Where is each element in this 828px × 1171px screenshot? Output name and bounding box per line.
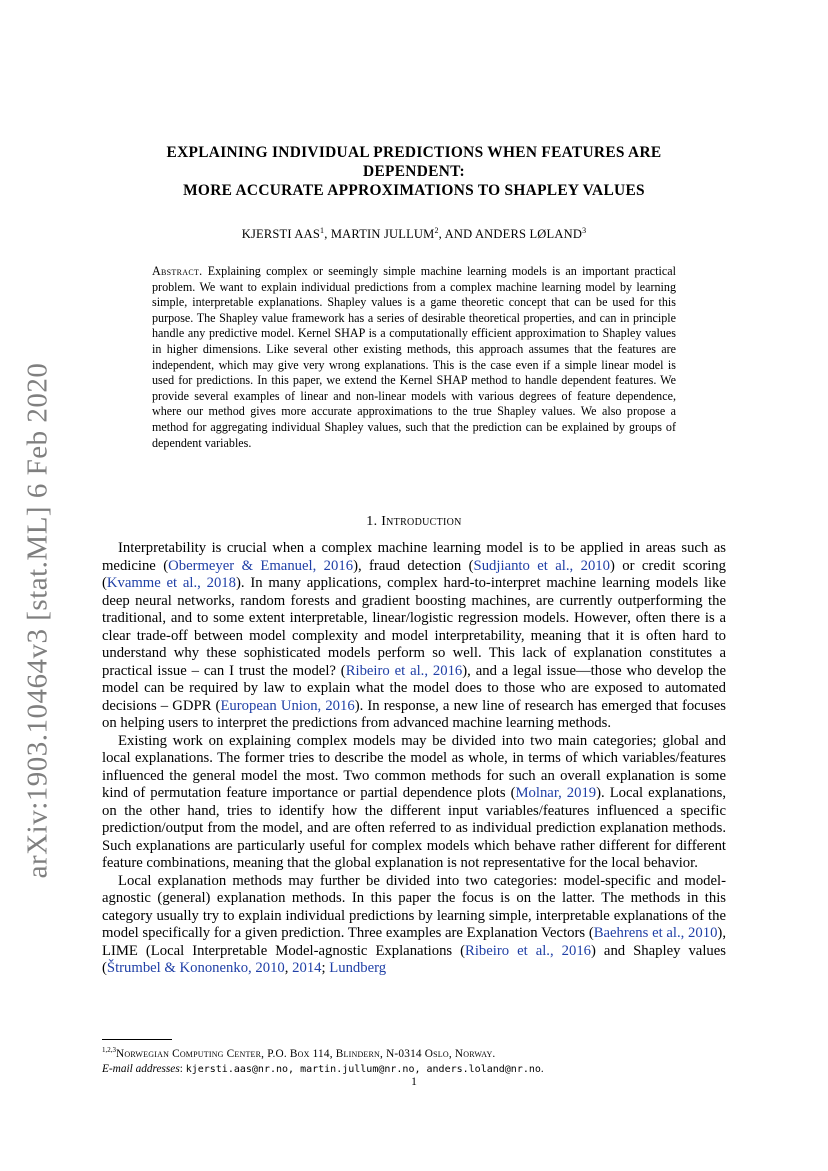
p1-text-6: ). In response, a new line of research has emerged that focuses on helping users to interpret the predictions from advanced machine learning methods. [102, 697, 726, 731]
footnote-email-separator: : [179, 1062, 186, 1075]
p1-text-5: ), and a legal issue—those who develop the model can be required by law to explain what the model does to those who are exposed to automated decisions – GDPR ( [102, 662, 726, 714]
citation-link[interactable]: Ribeiro et al., 2016 [345, 662, 463, 679]
citation-link[interactable]: Molnar, 2019 [515, 785, 597, 801]
citation-link[interactable]: Kvamme et al., 2018 [106, 575, 236, 591]
p1-text-4: ). In many applications, complex hard-to-interpret machine learning models like deep neural networks, random forests and gradient boosting machines, are currently outperforming the traditional, and to some extent interpretable, linear/logistic regression models. However, often there is a clear trade-off between model complexity and model interpretability, meaning that it is often hard to understand why these sophisticated models perform so well. This lack of explanation constitutes a practical issue – can I trust the model? ( [102, 575, 726, 679]
author-2-name: MARTIN JULLUM [330, 227, 435, 242]
p2-text-1: Existing work on explaining complex models may be divided into two main categories; global and local explanations. The former tries to describe the model as whole, in terms of which variables/features influenced the general model the most. Two common methods for such an overall explanation is some kind of permutation feature importance or partial dependence plots ( [102, 732, 726, 801]
author-separator-1: , [324, 227, 331, 242]
p3-text-4: , [284, 960, 293, 976]
footnote-mark: 1,2,3 [102, 1046, 116, 1054]
citation-link[interactable]: European Union, 2016 [220, 697, 355, 714]
citation-link[interactable]: Lundberg [329, 960, 387, 976]
citation-link[interactable]: Štrumbel & Kononenko, 2010 [106, 960, 285, 976]
footnote [102, 1043, 726, 1077]
paragraph-3 [102, 873, 726, 978]
abstract [152, 264, 676, 451]
citation-link[interactable]: 2014 [292, 960, 322, 976]
abstract-label: Abstract. [152, 264, 203, 278]
p2-text-2: ). Local explanations, on the other hand, tries to identify how the different input variables/features influenced a specific prediction/output from the model, and are often referred to as individual prediction explanation methods. Such explanations are particularly useful for complex models which behave rather different for different feature combinations, meaning that the global explanation is not representative for the local behavior. [102, 785, 727, 871]
paragraph-1 [102, 540, 726, 733]
author-list [100, 226, 728, 242]
p3-text-5: ; [321, 960, 330, 976]
footnote-emails: kjersti.aas@nr.no, martin.jullum@nr.no, anders.loland@nr.no [185, 1063, 541, 1075]
p1-text-3: ) or credit scoring ( [102, 557, 726, 591]
citation-link[interactable]: Ribeiro et al., 2016 [465, 942, 592, 959]
p1-text-2: ), fraud detection ( [353, 557, 474, 574]
p3-text-3: ) and Shapley values ( [102, 942, 726, 976]
footnote-email-line [102, 1062, 726, 1077]
author-1-name: KJERSTI AAS [241, 227, 320, 242]
footnote-email-end: . [540, 1062, 544, 1075]
citation-link[interactable]: Baehrens et al., 2010 [593, 925, 718, 941]
arxiv-identifier-text: arXiv:1903.10464v3 [stat.ML] 6 Feb 2020 [21, 362, 54, 878]
p3-text-1: Local explanation methods may further be divided into two categories: model-specific and model-agnostic (general) explanation methods. In this paper the focus is on the latter. The methods in this category usually try to explain individual predictions by learning simple, interpretable explanations of the model specifically for a given prediction. Three examples are Explanation Vectors ( [102, 872, 726, 941]
p3-text-2: ), LIME (Local Interpretable Model-agnostic Explanations ( [102, 925, 726, 959]
author-separator-2: , AND [438, 227, 475, 242]
footnote-affiliation-line [102, 1043, 726, 1062]
arxiv-identifier-stamp [8, 362, 68, 878]
p1-text-1: Interpretability is crucial when a complex machine learning model is to be applied in areas such as medicine ( [102, 540, 726, 574]
citation-link[interactable]: Sudjianto et al., 2010 [473, 557, 610, 574]
paragraph-2 [102, 733, 726, 873]
author-3-mark: 3 [582, 226, 587, 235]
page-number: 1 [411, 1076, 417, 1088]
footnote-email-label: E-mail addresses [102, 1062, 180, 1075]
introduction-body [102, 540, 726, 978]
author-2-mark: 2 [434, 226, 439, 235]
footnote-rule [102, 1039, 172, 1040]
author-1-mark: 1 [320, 226, 325, 235]
title-line-2: DEPENDENT: [363, 163, 465, 180]
abstract-text: Explaining complex or seemingly simple machine learning models is an important practical problem. We want to explain individual predictions from a complex machine learning model by learning simple, interpretable explanations. Shapley values is a game theoretic concept that can be used for this purpose. The Shapley value framework has a series of desirable theoretical properties, and can in principle handle any predictive model. Kernel SHAP is a computationally efficient approximation to Shapley values in higher dimensions. Like several other existing methods, this approach assumes that the features are independent, which may give very wrong explanations. This is the case even if a simple linear model is used for predictions. In this paper, we extend the Kernel SHAP method to handle dependent features. We provide several examples of linear and non-linear models with various degrees of feature dependence, where our method gives more accurate approximations to the true Shapley values. We also propose a method for aggregating individual Shapley values, such that the prediction can be explained by groups of dependent variables. [152, 264, 676, 450]
author-3-name: ANDERS LØLAND [474, 227, 583, 242]
footnote-affiliation: Norwegian Computing Center, P.O. Box 114, Blindern, N-0314 Oslo, Norway. [116, 1047, 496, 1060]
title-line-1: EXPLAINING INDIVIDUAL PREDICTIONS WHEN FEATURES ARE [166, 144, 662, 161]
citation-link[interactable]: Obermeyer & Emanuel, 2016 [168, 557, 354, 574]
section-heading-introduction: 1. Introduction [366, 514, 462, 529]
title-line-3: MORE ACCURATE APPROXIMATIONS TO SHAPLEY VALUES [183, 182, 645, 199]
paper-title [100, 143, 728, 200]
